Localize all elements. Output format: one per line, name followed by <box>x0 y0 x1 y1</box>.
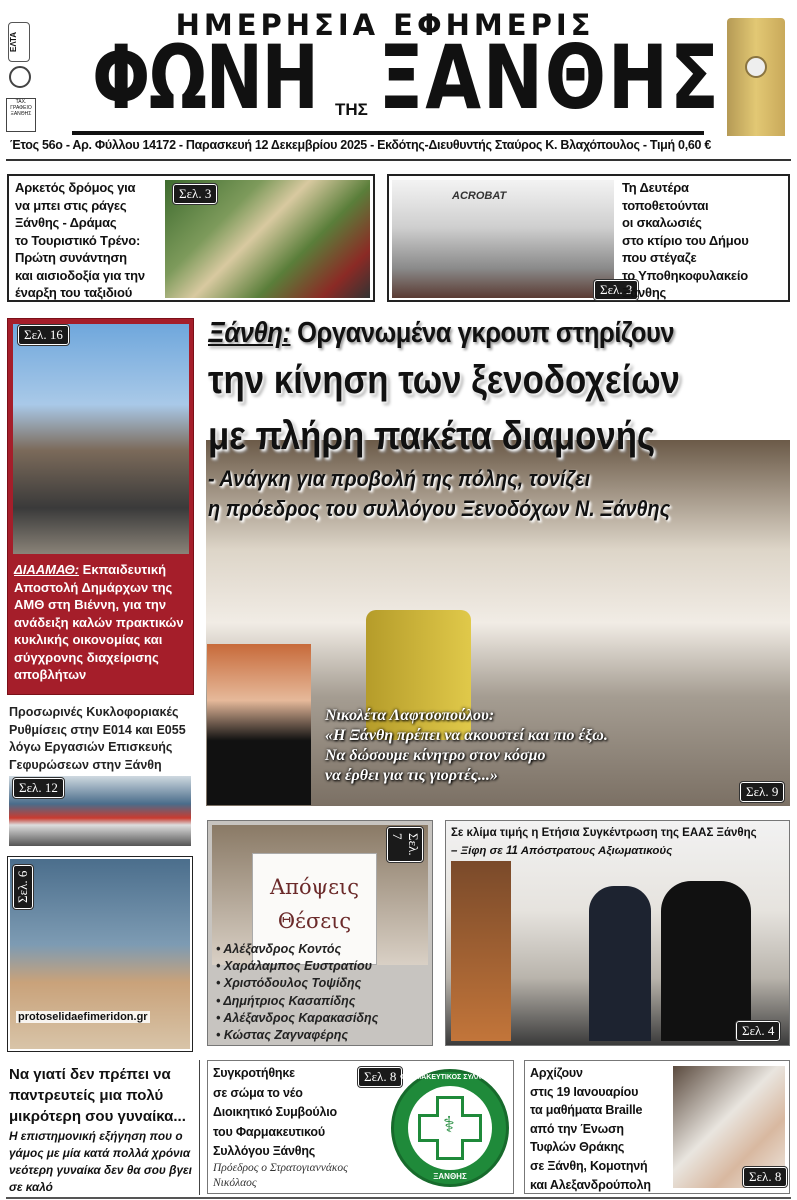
quote-author: Νικολέτα Λαφτσοπούλου: <box>325 707 495 724</box>
braille-story[interactable] <box>524 1060 790 1194</box>
sub-line: Πρόεδρος ο Στρατογιαννάκος <box>213 1162 348 1174</box>
story-line: του Φαρμακευτικού <box>213 1124 325 1139</box>
story-line: Διοικητικό Συμβούλιο <box>213 1105 337 1119</box>
lead-kicker: Ξάνθη: <box>208 317 291 349</box>
eaas-headline-2: – Ξίφη σε 11 Απόστρατους Αξιωματικούς <box>451 845 673 857</box>
logo-text: ΞΑΝΘΗΣ <box>433 1172 467 1181</box>
acrobat-sign: ACROBAT <box>452 190 507 202</box>
eaas-story[interactable] <box>445 820 790 1046</box>
page-ref[interactable]: Σελ. 9 <box>740 782 784 802</box>
teaser-line: έναρξη του ταξιδιού <box>15 285 133 300</box>
author-name: Χριστόδουλος Τοψίδης <box>223 976 362 991</box>
page-ref[interactable]: Σελ. 8 <box>743 1167 787 1187</box>
masthead-title-left: ΦΩΝΗ <box>92 26 318 129</box>
marriage-photo-box[interactable] <box>7 856 193 1052</box>
teaser-line: τοποθετούνται <box>622 197 709 213</box>
logo-text: ΦΑΡΜΑΚΕΥΤΙΚΟΣ ΣΥΛΛΟΓΟΣ <box>400 1074 500 1081</box>
masthead-title-right: ΞΑΝΘΗΣ <box>378 26 721 129</box>
story-line: Συλλόγου Ξάνθης <box>213 1144 316 1158</box>
opinion-author[interactable]: • Δημήτριος Κασαπίδης <box>216 993 356 1008</box>
bottom-rule <box>6 1197 791 1199</box>
vienna-photo <box>13 324 189 554</box>
officer-figure <box>589 886 651 1041</box>
ceremony-photo <box>451 861 511 1041</box>
masthead-rule <box>72 131 704 135</box>
lead-sub-2: η πρόεδρος του συλλόγου Ξενοδόχων Ν. Ξάνθης <box>208 496 671 521</box>
lead-story[interactable] <box>200 314 790 806</box>
masthead-subtitle: ΗΜΕΡΗΣΙΑ ΕΦΗΜΕΡΙΣ <box>175 8 595 42</box>
author-name: Χαράλαμπος Ευστρατίου <box>223 959 373 974</box>
story-line: από την Ένωση <box>530 1121 624 1136</box>
opinion-author[interactable]: • Αλέξανδρος Κοντός <box>216 942 342 956</box>
sign-text-1: Απόψεις <box>270 875 359 899</box>
opinion-author[interactable]: • Χαράλαμπος Ευστρατίου <box>216 959 373 974</box>
teaser-line: οι σκαλωσιές <box>622 215 702 230</box>
story-line: και Αλεξανδρούπολη <box>530 1177 651 1192</box>
postage-stamp: ΤΑΧ. ΓΡΑΦΕΙΟ ΞΑΝΘΗΣ <box>6 98 36 132</box>
diaamath-story[interactable] <box>7 318 194 695</box>
lead-headline-3: με πλήρη πακέτα διαμονής <box>208 414 656 458</box>
story-text: Εκπαιδευτική Αποστολή Δημάρχων της ΑΜΘ στη Βιέννη, για την ανάδειξη καλών πρακτικών κυκλικής οικονομίας και σύγχρονης διαχείρισης αποβλήτων <box>14 562 184 682</box>
story-line: Συγκροτήθηκε <box>213 1066 295 1080</box>
seal-icon <box>9 66 31 88</box>
page-ref[interactable]: Σελ. 3 <box>594 280 638 300</box>
teaser-line: Ξάνθης <box>622 285 667 300</box>
column-divider <box>199 1060 200 1195</box>
page-ref[interactable]: Σελ. 3 <box>173 184 217 204</box>
marriage-headline[interactable]: Να γιατί δεν πρέπει να παντρευτείς μια πολύ μικρότερη σου γυναίκα... <box>9 1066 186 1125</box>
teaser-line: Τη Δευτέρα <box>622 180 689 195</box>
teaser-line: Πρώτη συνάντηση <box>15 250 127 265</box>
teaser-line: που στέγαζε <box>622 250 697 265</box>
story-line: Αρχίζουν <box>530 1066 583 1080</box>
teaser-line: Ξάνθης - Δράμας <box>15 215 117 230</box>
page-ref[interactable]: Σελ. 12 <box>13 778 64 798</box>
opinion-author[interactable]: • Αλέξανδρος Καρακασίδης <box>216 1010 379 1025</box>
scaffolding-teaser[interactable] <box>387 174 790 302</box>
sign-text-2: Θέσεις <box>277 909 352 933</box>
story-line: Τυφλών Θράκης <box>530 1140 625 1155</box>
story-line: τα μαθήματα Braille <box>530 1103 643 1118</box>
lead-sub-1: - Ανάγκη για προβολή της πόλης, τονίζει <box>208 466 591 491</box>
issue-info: Έτος 56ο - Αρ. Φύλλου 14172 - Παρασκευή 12 Δεκεμβρίου 2025 - Εκδότης-Διευθυντής Σταύρος Κ. Βλαχόπουλος - Τιμή 0,60 € <box>10 138 711 152</box>
teaser-line: να μπει στις ράγες <box>15 197 127 213</box>
traffic-story-text[interactable]: Προσωρινές Κυκλοφοριακές Ρυθμίσεις στην Ε014 και Ε055 λόγω Εργασιών Επισκευής Γεφυρώσεων στην Ξάνθη <box>9 705 186 772</box>
sub-line: Νικόλαος <box>213 1177 257 1189</box>
author-name: Δημήτριος Κασαπίδης <box>223 993 356 1008</box>
page-ref[interactable]: Σελ. 7 <box>387 827 423 862</box>
marriage-sub: Η επιστημονική εξήγηση που ο γάμος με μία κατά πολλά χρόνια νεότερη γυναίκα δεν θα σου βγει σε καλό <box>9 1129 192 1194</box>
lead-headline-1: Οργανωμένα γκρουπ στηρίζουν <box>297 317 675 349</box>
opinions-box[interactable] <box>207 820 433 1046</box>
pharma-story[interactable] <box>207 1060 514 1194</box>
watermark: protoselidaefimeridon.gr <box>18 1011 148 1023</box>
teaser-line: το Υποθηκοφυλακείο <box>622 267 748 283</box>
train-teaser[interactable] <box>7 174 375 302</box>
story-line: σε σώμα το νέο <box>213 1085 303 1100</box>
eaas-headline-1: Σε κλίμα τιμής η Ετήσια Συγκέντρωση της ΕΑΑΣ Ξάνθης <box>451 827 757 839</box>
author-name: Αλέξανδρος Καρακασίδης <box>223 1010 379 1025</box>
opinion-author[interactable]: • Κώστας Ζαγναφέρης <box>216 1028 349 1043</box>
priest-figure <box>661 881 751 1041</box>
teaser-line: και αισιοδοξία για την <box>15 267 145 283</box>
teaser-line: στο κτίριο του Δήμου <box>622 232 749 248</box>
opinion-author[interactable]: • Χριστόδουλος Τοψίδης <box>216 976 362 991</box>
author-name: Κώστας Ζαγναφέρης <box>223 1028 349 1043</box>
page-ref[interactable]: Σελ. 8 <box>358 1067 402 1087</box>
building-photo <box>392 180 614 298</box>
pharmacy-association-logo <box>391 1069 509 1187</box>
info-rule <box>6 159 791 161</box>
lead-headline-2: την κίνηση των ξενοδοχείων <box>208 358 680 402</box>
clock-tower-image <box>727 18 785 136</box>
portrait-photo <box>207 644 311 805</box>
story-line: στις 19 Ιανουαρίου <box>530 1084 639 1099</box>
teaser-line: Αρκετός δρόμος για <box>15 180 136 195</box>
page-ref[interactable]: Σελ. 4 <box>736 1021 780 1041</box>
quote-line: «Η Ξάνθη πρέπει να ακουστεί και πιο έξω. <box>325 727 608 744</box>
author-name: Αλέξανδρος Κοντός <box>223 942 342 956</box>
elta-logo: ΕΛΤΑ <box>8 22 30 62</box>
page-ref[interactable]: Σελ. 16 <box>18 325 69 345</box>
teaser-line: το Τουριστικό Τρένο: <box>15 232 141 248</box>
story-line: σε Ξάνθη, Κομοτηνή <box>530 1158 648 1173</box>
quote-line: να έρθει για τις γιορτές...» <box>325 767 498 784</box>
caduceus-icon: ⚕ <box>443 1112 455 1137</box>
quote-line: Να δώσουμε κίνητρο στον κόσμο <box>325 747 546 764</box>
masthead-title-mid: ΤΗΣ <box>335 100 368 119</box>
kicker: ΔΙΑΑΜΑΘ: <box>14 562 80 577</box>
page-ref[interactable]: Σελ. 6 <box>13 865 33 909</box>
